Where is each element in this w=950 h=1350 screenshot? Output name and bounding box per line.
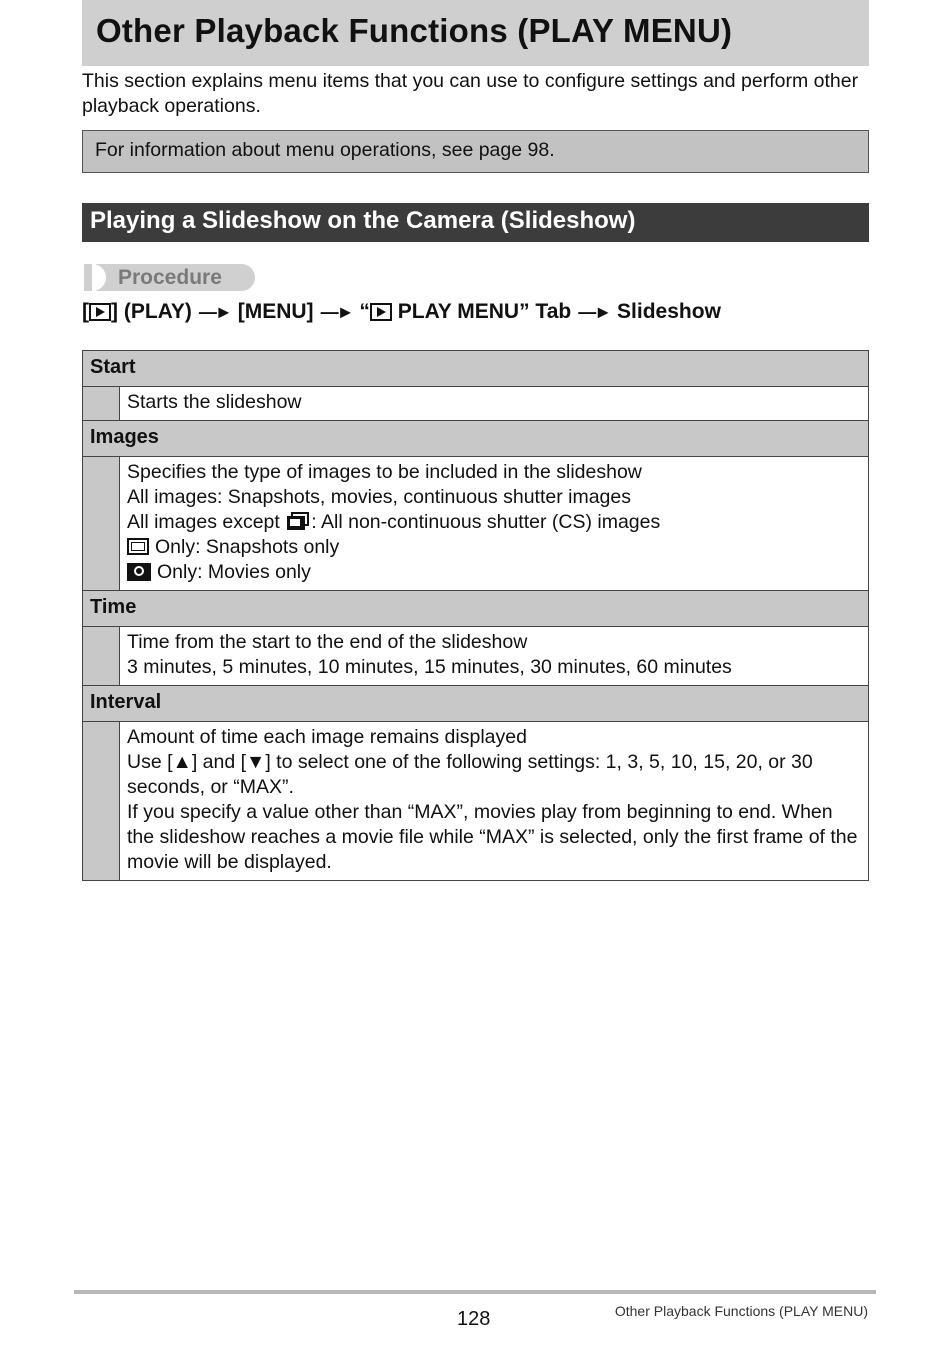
images-option-movies: Only: Movies only — [127, 560, 860, 585]
arrow-right-icon: —► — [320, 301, 353, 322]
procedure-tab-marker — [84, 264, 92, 291]
row-heading-images: Images — [83, 421, 868, 457]
page-title-bar — [82, 0, 869, 66]
images-option-all: All images: Snapshots, movies, continuous shutter images — [127, 486, 632, 508]
row-body-time — [83, 627, 868, 686]
row-body-interval — [83, 722, 868, 880]
path-play-bracket: [ ] (PLAY) — [82, 300, 192, 323]
footer-section-name: Other Playback Functions (PLAY MENU) — [614, 1303, 868, 1319]
navigation-path — [82, 300, 721, 324]
path-slideshow: Slideshow — [617, 300, 721, 323]
page-number: 128 — [457, 1308, 491, 1330]
procedure-badge — [84, 264, 255, 291]
arrow-right-icon: —► — [578, 301, 611, 322]
images-option-except-cs: All images except : All non-continuous shutter (CS) images — [127, 511, 661, 533]
time-options: 3 minutes, 5 minutes, 10 minutes, 15 minutes, 30 minutes, 60 minutes — [127, 656, 732, 678]
intro-paragraph: This section explains menu items that you can use to configure settings and perform other playback operations. — [82, 70, 859, 117]
images-option-snapshots: Only: Snapshots only — [127, 535, 860, 560]
continuous-shutter-icon — [287, 512, 309, 530]
start-description: Starts the slideshow — [127, 391, 302, 413]
path-play-menu-tab: “ PLAY MENU” Tab — [359, 300, 572, 323]
row-body-start — [83, 387, 868, 421]
play-icon — [370, 303, 392, 321]
interval-options: Use [▲] and [▼] to select one of the following settings: 1, 3, 5, 10, 15, 20, or 30 seconds, or “MAX”. — [127, 751, 813, 798]
row-body-images — [83, 457, 868, 591]
footer-divider — [74, 1290, 876, 1294]
section-heading: Playing a Slideshow on the Camera (Slideshow) — [82, 203, 869, 242]
procedure-label: Procedure — [118, 266, 222, 289]
time-description: Time from the start to the end of the slideshow — [127, 631, 528, 653]
info-note-box: For information about menu operations, see page 98. — [82, 130, 869, 173]
path-menu: [MENU] — [237, 300, 314, 323]
images-description: Specifies the type of images to be included in the slideshow — [127, 461, 642, 483]
row-heading-interval: Interval — [83, 686, 868, 722]
interval-description: Amount of time each image remains displayed — [127, 726, 527, 748]
snapshot-icon — [127, 538, 149, 555]
row-heading-start: Start — [83, 351, 868, 387]
interval-note: If you specify a value other than “MAX”, movies play from beginning to end. When the slideshow reaches a movie file while “MAX” is selected, only the first frame of the movie will be displayed. — [127, 801, 858, 873]
page-title: Other Playback Functions (PLAY MENU) — [96, 12, 733, 49]
movie-icon — [127, 563, 151, 581]
row-heading-time: Time — [83, 591, 868, 627]
play-icon — [89, 303, 111, 321]
arrow-right-icon: —► — [198, 301, 231, 322]
slideshow-settings-table — [82, 350, 869, 881]
